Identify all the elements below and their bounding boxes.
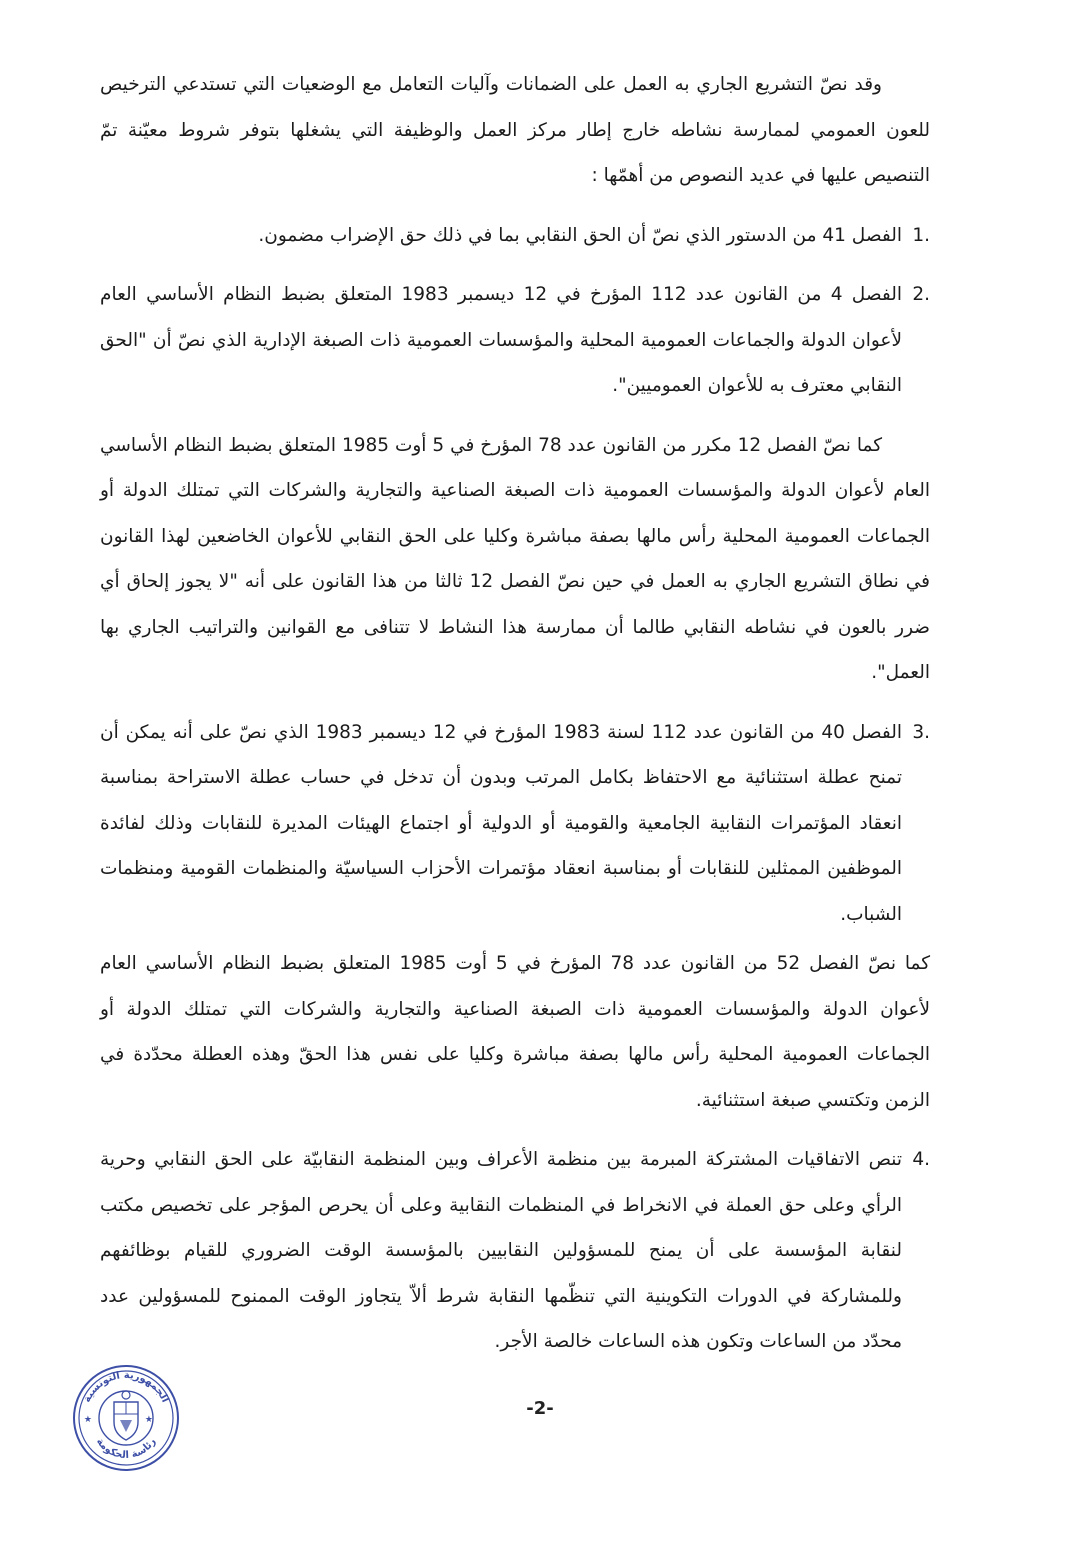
list-item-text: الفصل 4 من القانون عدد 112 المؤرخ في 12 ديسمبر 1983 المتعلق بضبط النظام الأساسي العام لأعوان الدولة والجماعات العمومية المحلية والمؤسسات العمومية ذات الصبغة الإدارية الذي نصّ أن "الحق النقابي معترف به للأعوان العموميين". [100,284,902,396]
seal-inner-text: رئاسة الحكومة [93,1436,159,1462]
page-number: -2- [526,1398,554,1419]
list-item-text: الفصل 40 من القانون عدد 112 لسنة 1983 المؤرخ في 12 ديسمبر 1983 الذي نصّ على أنه يمكن أن تمنح عطلة استثنائية مع الاحتفاظ بكامل المرتب وبدون أن تدخل في حساب عطلة الاستراحة بمناسبة انعقاد المؤتمرات النقابية الجامعية والقومية أو الدولية أو اجتماع الهيئات المديرة للنقابات وذلك لفائدة الموظفين الممثلين للنقابات أو بمناسبة انعقاد مؤتمرات الأحزاب السياسيّة والمنظمات القومية ومنظمات الشباب. [100,721,903,925]
seal-star-left-icon: ★ [83,1415,92,1425]
list-item-number: 2. [912,284,930,305]
seal-outer-text: الجمهورية التونسية [81,1369,171,1405]
intro-paragraph: وقد نصّ التشريع الجاري به العمل على الضمانات وآليات التعامل مع الوضعيات التي تستدعي الترخيص للعون العمومي لممارسة نشاطه خارج إطار مركز العمل والوظيفة التي يشغلها بتوفر شروط معيّنة تمّ التنصيص عليها في عديد النصوص من أهمّها : [100,74,930,186]
sub-paragraph-item-2: كما نصّ الفصل 12 مكرر من القانون عدد 78 المؤرخ في 5 أوت 1985 المتعلق بضبط النظام الأساسي العام لأعوان الدولة والمؤسسات العمومية ذات الصبغة الصناعية والتجارية والشركات التي تمتلك الدولة أو الجماعات العمومية المحلية رأس مالها بصفة مباشرة وكليا على الحق النقابي للأعوان الخاضعين لهذا القانون في نطاق التشريع الجاري به العمل في حين نصّ الفصل 12 ثالثا من هذا القانون على أنه "لا يجوز إلحاق أي ضرر بالعون في نشاطه النقابي طالما أن ممارسة هذا النشاط لا تتنافى مع القوانين والتراتيب الجاري بها العمل". [100,434,931,683]
seal-star-right-icon: ★ [144,1415,153,1425]
list-item-4 [100,1137,930,1365]
list-item-1 [100,213,930,259]
list-item-text: تنص الاتفاقيات المشتركة المبرمة بين منظمة الأعراف وبين المنظمة النقابيّة على الحق النقابي وحرية الرأي وعلى حق العملة في الانخراط في المنظمات النقابية وعلى أن يحرص المؤجر على تخصيص مكتب لنقابة المؤسسة على أن يمنح للمسؤولين النقابيين بالمؤسسة الوقت الضروري للقيام بوظائفهم وللمشاركة في الدورات التكوينية التي تنظّمها النقابة شرط ألاّ يتجاوز الوقت الممنوح للمسؤولين عدد محدّد من الساعات وتكون هذه الساعات خالصة الأجر. [100,1149,902,1352]
document-body [100,62,930,1379]
list-item-number: 1. [912,224,930,246]
list-item-3 [100,710,930,938]
sub-paragraph-item-3: كما نصّ الفصل 52 من القانون عدد 78 المؤرخ في 5 أوت 1985 المتعلق بضبط النظام الأساسي العام لأعوان الدولة والمؤسسات العمومية ذات الصبغة الصناعية والتجارية والشركات التي تمتلك الدولة أو الجماعات العمومية المحلية رأس مالها بصفة مباشرة وكليا على نفس هذا الحقّ وهذه العطلة محدّدة في الزمن وتكتسي صبغة استثنائية. [100,953,930,1111]
list-item-2 [100,272,930,409]
list-item-text: الفصل 41 من الدستور الذي نصّ أن الحق النقابي بما في ذلك حق الإضراب مضمون. [258,224,902,246]
list-item-number: 4. [912,1149,930,1170]
list-item-number: 3. [912,721,930,743]
